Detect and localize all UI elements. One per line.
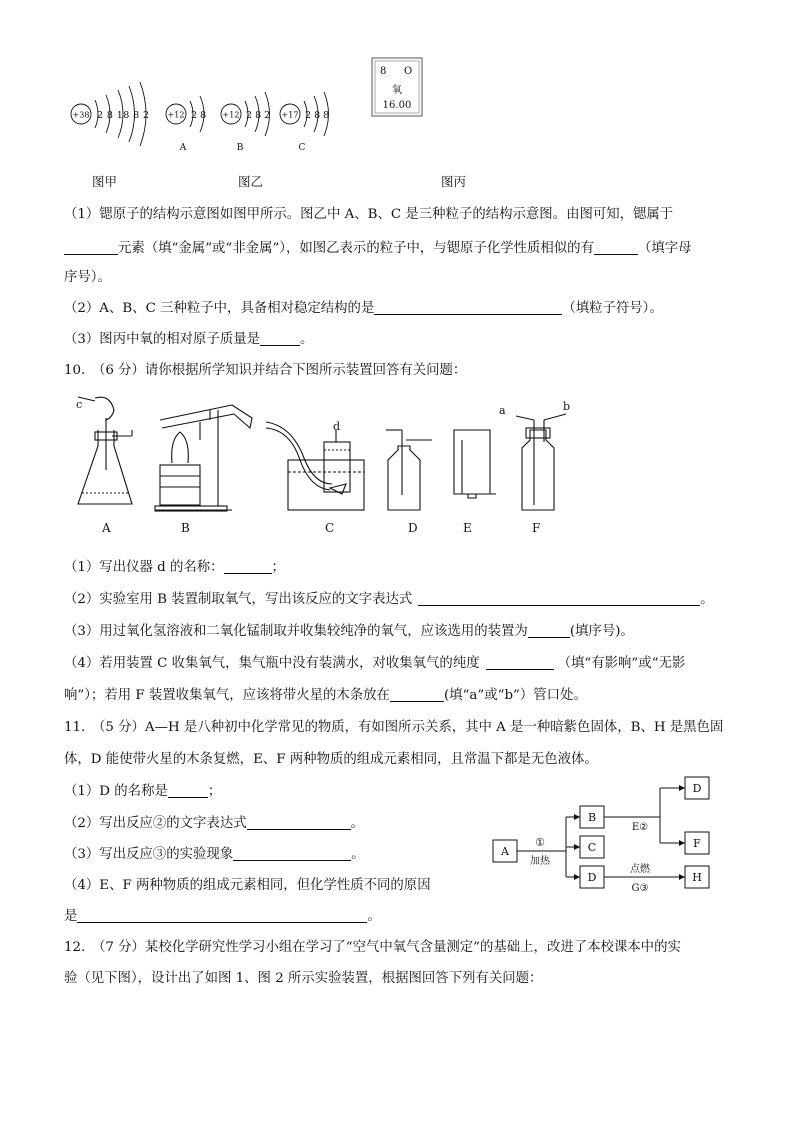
node-c: C [587,841,597,854]
element-name: 氧 [392,85,402,96]
apparatus-label-d: D [408,521,418,535]
label-d: d [333,420,341,433]
q11-line-1: （1）D 的名称是 ； [64,784,222,799]
atom-label-b: B [236,143,244,153]
node-f: F [693,837,701,850]
reaction-2-label: E② [631,822,649,833]
apparatus-label-f: F [532,521,541,535]
element-mass: 16.00 [382,100,412,111]
q9-line-5: （3）图丙中氧的相对原子质量是 。 [64,332,314,347]
label-c: c [76,398,83,411]
atom-label-a: A [179,143,187,153]
q10-line-3: （3）用过氧化氢溶液和二氧化锰制取并收集较纯净的氧气，应该选用的装置为 (填序号)。 [64,624,634,639]
caption-yi: 图乙 [238,174,264,189]
q11-line-2: （2）写出反应②的文字表达式 。 [64,816,364,831]
q11-heading-2: 体，D 能使带火星的木条复燃，E、F 两种物质的组成元素相同，且常温下都是无色液体。 [64,752,598,767]
q10-line-2: （2）实验室用 B 装置制取氧气，写出该反应的文字表达式 。 [64,592,714,607]
q9-line-2: 元素（填“金属”或“非金属”），如图乙表示的粒子中，与锶原子化学性质相似的有 （填字母 [64,237,692,256]
q10-line-1: （1）写出仪器 d 的名称： ； [64,560,285,575]
element-symbol: O [404,66,413,77]
atom-label-c: C [298,143,306,153]
apparatus-label-e: E [463,521,472,535]
node-d-top: D [692,782,702,795]
apparatus-label-a: A [102,521,111,535]
q12-heading-1: 12. （7 分）某校化学研究性学习小组在学习了“空气中氧气含量测定”的基础上，改进了本校课本中的实 [64,940,681,955]
atom-shells-a: 2 8 [191,110,207,121]
element-number: 8 [380,66,387,77]
atom-shells-c: 2 8 8 [305,110,330,121]
atom-shells-1: 2 8 18 8 2 [97,110,149,121]
q11-line-3: （3）写出反应③的实验现象 。 [64,847,365,862]
q9-line-3: 序号）。 [64,270,111,285]
q9-line-1: （1）锶原子的结构示意图如图甲所示。图乙中 A、B、C 是三种粒子的结构示意图。由图可知，锶属于 [64,207,674,222]
apparatus-label-b: B [181,521,190,535]
caption-jia: 图甲 [92,174,118,189]
q10-heading: 10. （6 分）请你根据所学知识并结合下图所示装置回答有关问题： [64,363,467,378]
node-a: A [501,845,509,858]
label-a: a [499,404,506,417]
reaction-3-label: G③ [631,883,649,894]
atom-nucleus-a: +12 [167,110,185,120]
atom-shells-b: 2 8 2 [246,110,271,121]
q12-heading-2: 验（见下图），设计出了如图 1、图 2 所示实验装置，根据图回答下列有关问题： [64,971,543,986]
reaction-3-condition: 点燃 [630,864,650,875]
apparatus-label-c: C [325,521,335,535]
reaction-1-condition: 加热 [530,856,550,867]
q10-line-4: （4）若用装置 C 收集氧气，集气瓶中没有装满水，对收集氧气的纯度 （填“有影响”或“无影 [64,656,686,671]
reaction-1-label: ① [535,836,545,849]
node-b: B [587,811,597,824]
q11-line-4: （4）E、F 两种物质的组成元素相同，但化学性质不同的原因 [64,878,431,893]
q9-line-4: （2）A、B、C 三种粒子中，具备相对稳定结构的是 （填粒子符号）。 [64,301,663,316]
node-d: D [587,871,597,884]
caption-bing: 图丙 [441,174,467,189]
atom-nucleus-c: +17 [281,110,299,120]
atom-nucleus-1: +38 [72,110,90,120]
q11-line-5: 是 。 [64,909,381,924]
node-h: H [692,871,702,884]
atom-nucleus-b: +12 [222,110,240,120]
label-b: b [563,400,571,413]
q11-heading-1: 11. （5 分）A—H 是八种初中化学常见的物质，有如图所示关系，其中 A 是一种暗紫色固体，B、H 是黑色固 [64,720,724,735]
q10-line-5: 响”）；若用 F 装置收集氧气，应该将带火星的木条放在 (填“a”或“b”）管口处。 [64,688,587,703]
